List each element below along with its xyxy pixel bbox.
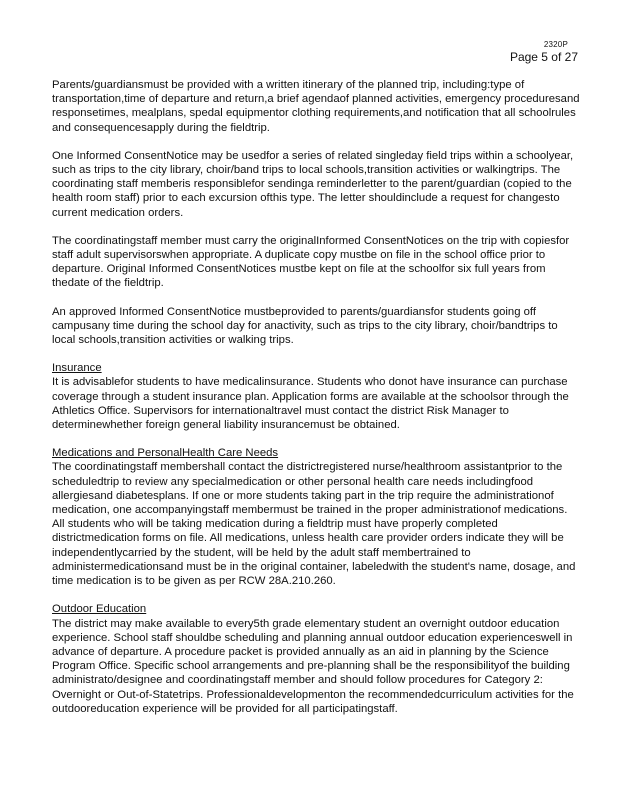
section-body-medications: The coordinatingstaff membershall contact the districtregistered nurse/healthroom assistantprior to the scheduledtrip to review any specialmedication or other personal health care needs includingfood allergiesand diabetesplans. If one or more students taking part in the trip require the administrationof medication, one accompanyingstaff membermust be trained in the proper administrationof medications. All students who will be taking medication during a fieldtrip must have properly completed districtmedication forms on file. All medications, unless health care provider orders indicate they will be independentlycarried by the student, will be held by the adult staff membertrained to administermedicationsand must be in the original container, labeledwith the student's name, dosage, and time medication is to be given as per RCW 28A.210.260.	[52, 461, 576, 588]
section-title-insurance: Insurance	[52, 362, 102, 375]
page-number: Page 5 of 27	[509, 50, 578, 64]
paragraph-itinerary: Parents/guardiansmust be provided with a written itinerary of the planned trip, including:type of transportation,time of departure and return,a brief agendaof planned activities, emergency proceduresand responsetimes, mealplans, spedal equipmentor clothing requirements,and notification that all schoolrules and consequencesapply during the fieldtrip.	[52, 79, 580, 134]
section-outdoor-education	[52, 602, 580, 716]
paragraph-consent-offcampus: An approved Informed ConsentNotice mustbeprovided to parents/guardiansfor students going off campusany time during the school day for anactivity, such as trips to the city library, choir/bandtrips to local schools,transition activities or walking trips.	[52, 305, 558, 347]
document-code: 2320P	[543, 40, 568, 49]
section-body-insurance: It is advisablefor students to have medicalinsurance. Students who donot have insurance can purchase coverage through a student insurance plan. Application forms are available at the schoolsor through the Athletics Office. Supervisors for internationaltravel must contact the district Risk Manager to determinewhether foreign general liability insurancemust be obtained.	[52, 376, 569, 432]
section-insurance	[52, 361, 580, 432]
section-title-medications: Medications and PersonalHealth Care Needs	[52, 447, 279, 460]
section-medications	[52, 446, 580, 588]
paragraph-consent-originals: The coordinatingstaff member must carry the originalInformed ConsentNotices on the trip with copiesfor staff adult supervisorswhen appropriate. A duplicate copy mustbe on file in the school office prior to departure. Original Informed ConsentNotices mustbe kept on file at the schoolfor six full years from thedate of the fieldtrip.	[52, 234, 570, 290]
document-body	[52, 78, 580, 730]
section-body-outdoor-education: The district may make available to every5th grade elementary student an overnight outdoor education experience. School staff shouldbe scheduling and planning annual outdoor education experienceswell in advance of departure. A procedure packet is provided annually as an aid in planning by the Science Program Office. Specific school arrangements and pre-planning shall be the responsibilityof the building administrato/designee and coordinatingstaff member and should follow procedures for Category 2: Overnight or Out-of-Statetrips. Professionaldevelopmenton the recommendedcurriculum activities for the outdooreducation experience will be provided for all participatingstaff.	[52, 617, 574, 715]
paragraph-consent-series: One Informed ConsentNotice may be usedfor a series of related singleday field trips within a schoolyear, such as trips to the city library, choir/band trips to local schools,transition activities or walkingtrips. The coordinating staff memberis responsiblefor sendinga reminderletter to the parent/guardian (copied to the health room staff) prior to each excursion ofthis type. The letter shouldinclude a request for changesto current medication orders.	[52, 149, 574, 219]
section-title-outdoor-education: Outdoor Education	[52, 603, 147, 616]
